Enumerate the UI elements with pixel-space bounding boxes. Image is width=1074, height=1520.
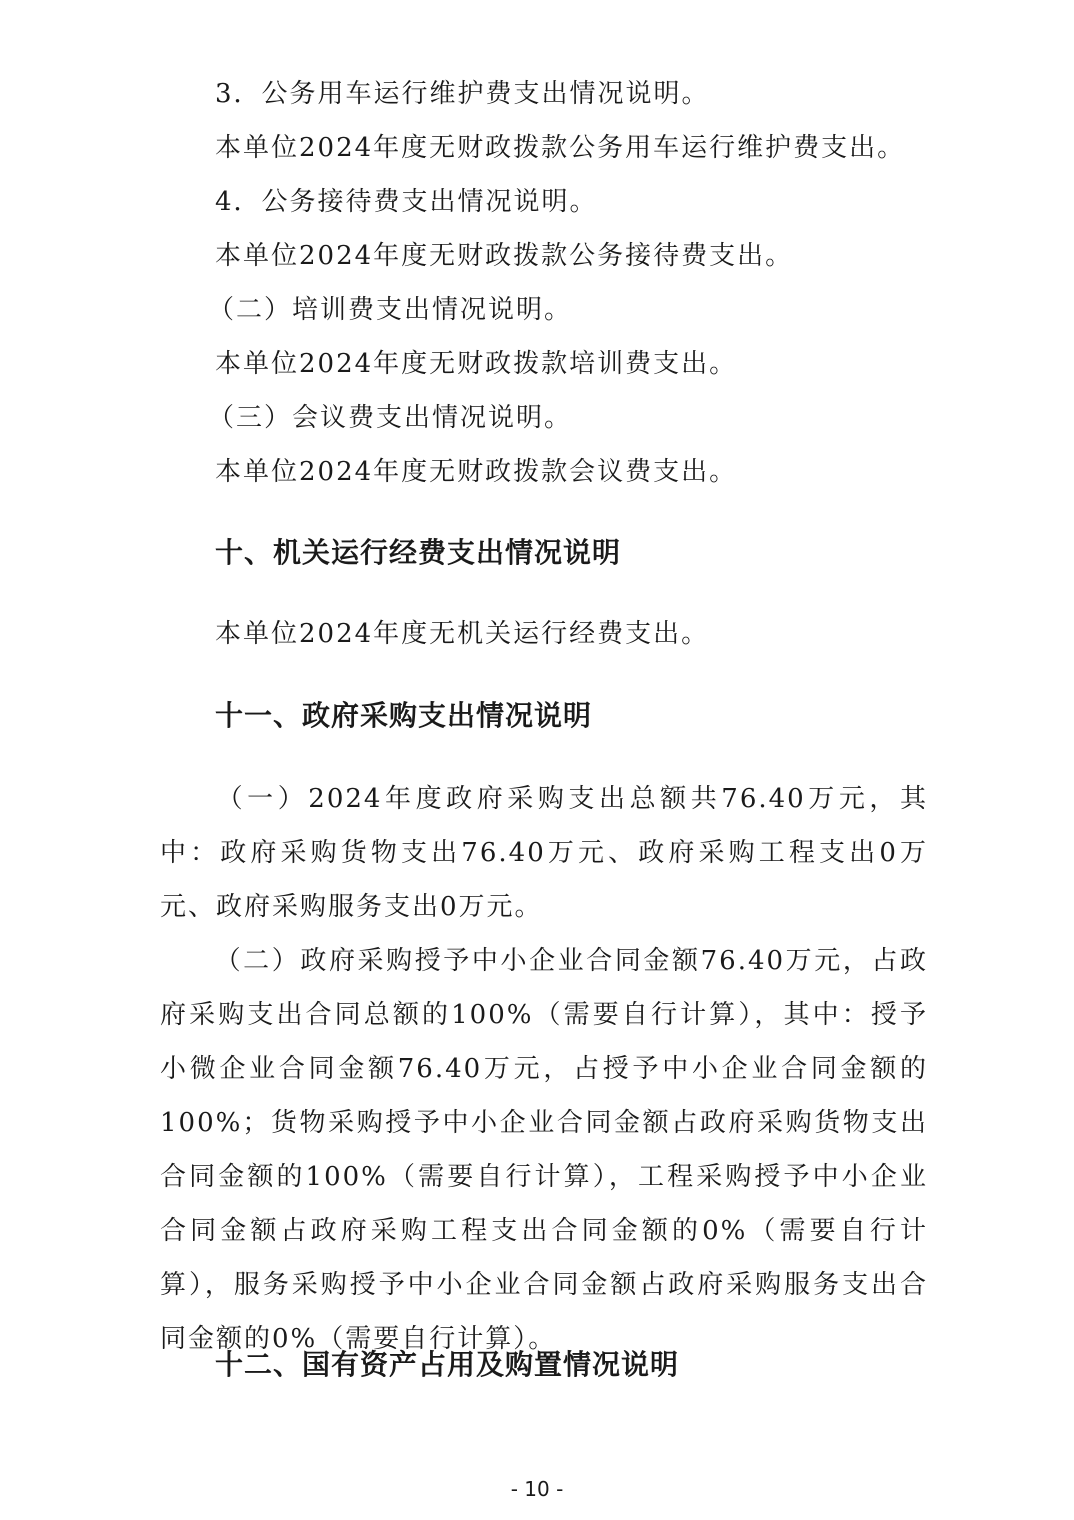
item-training-body: 本单位2024年度无财政拨款培训费支出。: [215, 349, 738, 379]
section-11-paragraph-1: [160, 772, 928, 934]
section-11-paragraph-1-text: （一）2024年度政府采购支出总额共76.40万元，其中：政府采购货物支出76.40万元、政府采购工程支出0万元、政府采购服务支出0万元。: [160, 784, 928, 922]
item-reception-body: 本单位2024年度无财政拨款公务接待费支出。: [215, 241, 794, 271]
section-11-heading: 十一、政府采购支出情况说明: [215, 699, 593, 732]
section-12-heading: 十二、国有资产占用及购置情况说明: [215, 1348, 680, 1381]
section-11-paragraph-2: [160, 934, 928, 1366]
item-vehicle-maintenance-body: 本单位2024年度无财政拨款公务用车运行维护费支出。: [215, 133, 906, 163]
section-10-body: 本单位2024年度无机关运行经费支出。: [215, 619, 710, 649]
item-meeting-title: （三）会议费支出情况说明。: [208, 403, 573, 433]
item-training-title: （二）培训费支出情况说明。: [208, 295, 573, 325]
item-meeting-body: 本单位2024年度无财政拨款会议费支出。: [215, 457, 738, 487]
item-reception-title: 4．公务接待费支出情况说明。: [215, 187, 598, 217]
page-number: - 10 -: [510, 1477, 564, 1501]
section-10-heading: 十、机关运行经费支出情况说明: [215, 536, 622, 569]
section-11-paragraph-2-text: （二）政府采购授予中小企业合同金额76.40万元，占政府采购支出合同总额的100%（需要自行计算），其中：授予小微企业合同金额76.40万元，占授予中小企业合同金额的100%；货物采购授予中小企业合同金额占政府采购货物支出合同金额的100%（需要自行计算），工程采购授予中小企业合同金额占政府采购工程支出合同金额的0%（需要自行计算），服务采购授予中小企业合同金额占政府采购服务支出合同金额的0%（需要自行计算）。: [160, 946, 928, 1354]
item-vehicle-maintenance-title: 3．公务用车运行维护费支出情况说明。: [215, 79, 710, 109]
